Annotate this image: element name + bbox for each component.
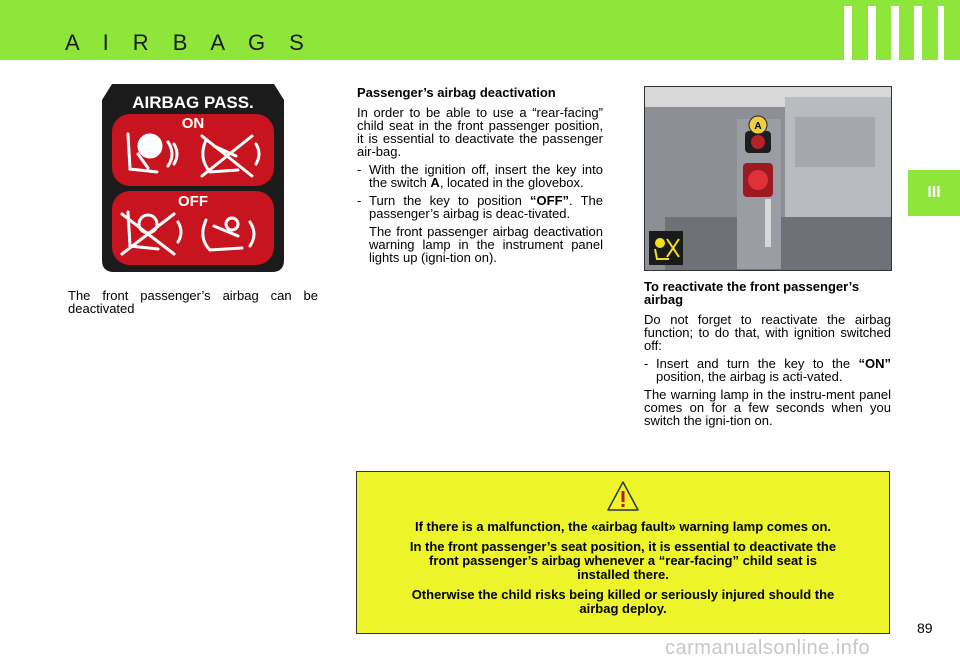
reactivation-note: The warning lamp in the instru-ment panel comes on for a few seconds when you switch the igni-tion on.	[644, 387, 891, 428]
off-position: “OFF”	[530, 193, 570, 208]
deactivation-step-2: - Turn the key to position “OFF”. The passenger’s airbag is deac-tivated.	[357, 193, 603, 221]
reactivation-section	[644, 280, 891, 432]
reactivation-step-text: Insert and turn the key to the	[656, 356, 859, 371]
step2-text: Turn the key to position	[369, 193, 531, 208]
off-label: OFF	[178, 193, 208, 210]
footer-watermark[interactable]: carmanualsonline.info	[665, 637, 871, 659]
header-bar	[0, 0, 960, 60]
step1-text-end: , located in the glovebox.	[439, 175, 584, 190]
step1-text: With the ignition off, insert the key into the switch	[369, 162, 603, 190]
reactivation-intro: Do not forget to reactivate the airbag function; to do that, with ignition switched off:	[644, 312, 891, 353]
page-title: A I R B A G S	[65, 30, 313, 55]
reactivation-step-text-end: position, the airbag is acti-vated.	[656, 369, 843, 384]
reactivation-title: To reactivate the front passenger’s airbag	[644, 279, 860, 307]
chapter-tab[interactable]: III	[908, 170, 960, 216]
on-position: “ON”	[858, 356, 891, 371]
panel-heading: AIRBAG PASS.	[132, 93, 254, 112]
header-stripe	[844, 6, 852, 60]
image-caption: The front passenger’s airbag can be deactivated	[68, 288, 318, 316]
label-a: A	[754, 121, 762, 132]
header-stripe	[891, 6, 899, 60]
airbag-pass-panel-image	[102, 84, 284, 272]
deactivation-note	[357, 225, 603, 264]
header-stripe	[868, 6, 876, 60]
deactivation-title: Passenger’s airbag deactivation	[357, 85, 556, 100]
step2-text-end: . The passenger’s airbag is deac-tivated.	[369, 193, 603, 221]
page-number: 89	[917, 620, 933, 636]
warning-box	[356, 471, 890, 634]
warning-p2: In the front passenger’s seat position, it is essential to deactivate the front passenger’s airbag whenever a “rear-facing” child seat is installed there.	[409, 539, 837, 582]
deactivation-section	[357, 86, 603, 269]
glovebox-switch-photo	[644, 86, 892, 271]
header-stripe	[938, 6, 944, 60]
warning-triangle-icon	[357, 480, 889, 514]
header-stripe	[914, 6, 922, 60]
deactivation-intro: In order to be able to use a “rear-facing” child seat in the front passenger position, it is essential to deactivate the passenger air-bag.	[357, 105, 603, 159]
deactivation-step-1: - With the ignition off, insert the key into the switch A, located in the glovebox.	[357, 162, 603, 190]
warning-p1: If there is a malfunction, the «airbag fault» warning lamp comes on.	[414, 519, 832, 534]
deactivation-note-text: The front passenger airbag deactivation warning lamp in the instrument panel lights up (igni-tion on).	[369, 224, 603, 265]
on-label: ON	[181, 115, 205, 132]
switch-label: A	[430, 175, 440, 190]
warning-p3: Otherwise the child risks being killed or seriously injured should the airbag deploy.	[411, 587, 835, 616]
reactivation-step-1: - Insert and turn the key to the “ON” position, the airbag is acti-vated.	[644, 356, 891, 384]
